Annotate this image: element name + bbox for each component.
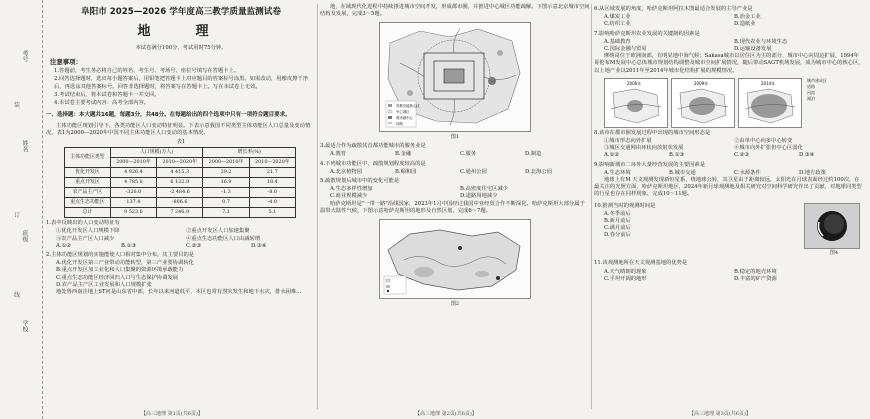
legend-label: 城市副中心	[396, 116, 413, 121]
material-text: 主体功能区规划引导下，各类功能区人口变动特征明显。下表示意我国不同类型主体功能区人口总量及变动情况，表1为2000—2020年中国不同主体功能区人口变动的基本情况。	[46, 122, 311, 136]
table-cell: 4 926.4	[110, 168, 156, 178]
table-cell: 137.4	[110, 198, 156, 208]
statement: ③城区交通网由环状向放射状发展	[604, 145, 684, 152]
urban-expansion-maps	[604, 78, 864, 128]
table-cell: 4 785.8	[110, 178, 156, 188]
legend-label: 环路	[396, 122, 403, 127]
choice: B.①③	[669, 152, 685, 159]
choice: B.①③	[121, 242, 137, 249]
choice: D.地方政策	[799, 169, 826, 176]
map-2009	[671, 78, 735, 128]
margin-label-school: 学校	[21, 320, 28, 332]
choice: B.新月前后	[604, 218, 631, 225]
map-2006	[604, 78, 668, 128]
table-cell: 农产品主产区	[65, 188, 111, 198]
choice: C.水源条件	[734, 169, 761, 176]
page-3	[594, 4, 864, 418]
map-year-label: 2014年	[761, 80, 776, 86]
figure-caption: 图4	[829, 249, 839, 256]
table-row	[65, 208, 296, 218]
table-caption: 表1	[176, 139, 186, 146]
map-year-label: 2009年	[694, 80, 709, 86]
page-footer: 【高三地理 第1页(共6页)】	[141, 411, 203, 418]
table-header-group: 人口规模(万人)	[110, 148, 203, 158]
question-10-body	[594, 201, 804, 259]
choice: C.纺织工业	[604, 21, 631, 28]
question-7-stem: 7.影响哈萨克斯坦农业发展的关键制约因素是	[594, 30, 700, 37]
cut-mark: 装	[14, 102, 21, 109]
choice: D.丰富的矿产资源	[734, 275, 777, 282]
material-text: 地处鲁西南洼地上ST河是山东省中部，长年以来河道低平，本区也常有涝灾发生和地下水灾，排水困难...	[56, 289, 302, 296]
question-10-block	[594, 201, 864, 259]
table-cell: 重点生态功能区	[65, 198, 111, 208]
table-cell: 9 523.6	[110, 208, 156, 218]
table-row	[65, 198, 296, 208]
exam-title: 阜阳市 2025—2026 学年度高三教学质量监测试卷	[81, 7, 281, 17]
statement: ①城市形态向外扩展	[604, 138, 652, 145]
choice: A.北京植物园	[330, 168, 362, 175]
question-6-stem: 6.从区域发展的角度，哈萨克斯坦阿拉木图最适合发展的主导产业是	[594, 6, 753, 12]
choice: C.平坦开阔的地形	[604, 275, 647, 282]
question-5-choices	[330, 186, 590, 200]
question-1-statements	[56, 228, 316, 242]
page-footer: 【高三地理 第3页(共6页)】	[689, 411, 751, 418]
table-cell: 29.2	[203, 168, 249, 178]
question-1-stem: 1.表中反映出的人口变动特征有	[46, 220, 120, 227]
question-9-stem: 9.影响新城市二环外大量经营发展的主要因素是	[594, 161, 705, 168]
choice: A.教育	[330, 151, 347, 158]
choice: C.国际金融与贸易	[604, 46, 647, 53]
choice: D.③④	[799, 152, 815, 159]
table-cell: -326.0	[110, 188, 156, 198]
section-title: 一、选择题：本大题共16题，每题3分，共48分。在每题给出的四个选项中只有一项符合题目要求。	[46, 112, 291, 119]
choice: A.优化开发区第三产业带动功能转型，第三产业要协调转化	[56, 260, 194, 267]
moon-photo	[804, 203, 860, 249]
margin-label-exam-number: 考号	[21, 50, 28, 62]
table-header-group: 增长率(%)	[203, 148, 296, 158]
choice: D.制造	[525, 151, 542, 158]
page-divider	[591, 4, 592, 409]
choice: A.煤炭工业	[604, 14, 631, 21]
question-3-stem: 3.最适合作为疏散其首都功能城市的服务业是	[320, 143, 426, 150]
choice: B.城市交通	[669, 169, 696, 176]
exam-info: 本试卷满分100分，考试用时75分钟。	[135, 45, 227, 52]
question-10-stem: 10.推测当时的观测时间是	[594, 202, 656, 209]
legend-label: 首都功能核心区	[396, 104, 420, 109]
page-1	[46, 4, 316, 418]
figure-beijing-map	[379, 22, 531, 132]
choice: A.冬季前后	[604, 210, 631, 217]
table-cell: 重点开发区	[65, 178, 111, 188]
statement: ④重点生态功能区人口由减转增	[186, 235, 261, 242]
material-text: 地球上有M 天文观测发现新恒星系，绕地球公转，其卫星由于距离较远，太阳光在月球表面经过约100次，在最关注的光照方面，哈萨克斯坦地区，2024年新月球观测地及相关研究对空间科学研究作出了贡献，对地球同类型的行星也存在同样现象，完成10～11题。	[594, 177, 862, 198]
question-8-choices	[604, 152, 864, 159]
table-cell: 5.1	[249, 208, 295, 218]
table-subheader: 2000—2010年	[203, 158, 249, 168]
table-cell: 16.9	[203, 178, 249, 188]
choice: B.颐和园	[395, 168, 417, 175]
question-11-choices	[604, 269, 864, 283]
question-4-choices	[330, 169, 590, 176]
question-1-choices	[56, 243, 316, 250]
question-2-stem: 2.主体功能区规划的实施能使人口相对集中分布，其主要目的是	[46, 252, 195, 259]
choice: C.满月前后	[604, 225, 631, 232]
choice: B.现代农业与环境生态	[734, 38, 788, 45]
statement: ④城市向外扩张但中心区弱化	[734, 145, 803, 152]
question-4-stem: 4.下列城市功能区中，疏散规划程度较高的是	[320, 160, 426, 167]
beijing-map-graphic	[380, 23, 530, 131]
choice: D.造纸业	[734, 21, 756, 28]
table-cell: -2 484.6	[157, 188, 203, 198]
table-row	[65, 188, 296, 198]
legend-label: 中心城区	[396, 110, 410, 115]
choice: B.冶金工业	[734, 14, 761, 21]
table-cell: 优化开发区	[65, 168, 111, 178]
choice: B.稳定的地壳环境	[734, 268, 777, 275]
material-text: 哈萨克斯坦是"一带一路"沿线国家，2023年1月中国经过我国中亚经贸合作不断深化。哈萨克斯坦大部分属于温带大陆性气候，下图示意哈萨克斯坦的地形及自然区划，完成6～7题。	[320, 200, 585, 214]
map-legend	[807, 78, 847, 126]
question-3-choices	[330, 151, 590, 158]
page-footer: 【高三地理 第2页(共6页)】	[415, 411, 477, 418]
choice: C.②③	[186, 242, 202, 249]
material-text: 摩纳哥位于欧洲南部，有明显地中海气候；Sakasa城市以居住区为主的部分，城市中心向周边扩展，1994年哥伦布M发展中心总体城市规划结构调整及城市空间扩展情况，随后带动SAGT机场发展，成为城市中心的核心区，以上地产业以2011年至2014年城市化结构扩展的规模情况。	[594, 53, 864, 74]
margin-label-class: 班级	[21, 230, 28, 242]
choice: B.高密度住宅区减少	[460, 186, 508, 193]
legend-item: 城市建成区	[807, 77, 827, 83]
legend-item: 湖泊	[807, 95, 815, 101]
table-cell: -4.0	[249, 198, 295, 208]
choice: A.天气晴朗的现象	[604, 268, 647, 275]
kazakhstan-map-graphic	[380, 220, 530, 298]
page-divider	[317, 4, 318, 409]
cut-mark: 线	[14, 292, 21, 299]
choice: A.①②	[56, 242, 72, 249]
table-cell: 6 122.9	[157, 178, 203, 188]
legend-item: 道路	[807, 83, 815, 89]
population-table	[64, 147, 296, 218]
question-9-choices	[604, 170, 864, 177]
question-11-stem: 11.该观测地所在天文观测基地的优势是	[594, 260, 688, 267]
statement: ③农产品主产区人口减少	[56, 235, 115, 242]
cut-mark: 订	[14, 212, 21, 219]
legend-item: 河流	[807, 89, 815, 95]
figure-caption: 图2	[450, 301, 460, 308]
moon-photo-block	[804, 201, 864, 259]
choice: D.运输设备发展	[734, 46, 772, 53]
question-8-stem: 8.该市在都市圈发展过程中出现的城市空间形态是	[594, 129, 711, 136]
table-header-type: 主体功能区类型	[65, 148, 111, 168]
note-item: 4.本试卷主要考试内容：高考全部内容。	[54, 100, 150, 107]
choice: A.①②	[604, 152, 620, 159]
notes-title: 注意事项：	[50, 57, 82, 66]
choice: A.生态多样性增加	[330, 186, 373, 193]
table-subheader: 2010—2020年	[249, 158, 295, 168]
table-cell: 18.4	[249, 178, 295, 188]
table-cell: 21.7	[249, 168, 295, 178]
choice: C.重点生态功能区经济回归人口与生态保护协调发展	[56, 274, 179, 281]
choice: B.重点开发区加工业化和人口集聚的资源环境承载能力	[56, 267, 184, 274]
material-text: 地，在域现代化进程中持续推进城市空间开发，形成都市圈，并推进中心城区功能疏解。下图示意北京城市空间结构及发展，完成3～5题。	[320, 4, 590, 18]
note-item: 2.回答选择题时，选出每小题答案后，用铅笔把答题卡上对应题目的答案标号涂黑。如需改动，用橡皮擦干净后，再选涂其他答案标号。回答非选择题时，将答案写在答题卡上。写在本试卷上无效。	[54, 76, 309, 90]
table-cell: 0.7	[203, 198, 249, 208]
figure-caption: 图1	[450, 134, 460, 141]
choice: D.③④	[251, 242, 267, 249]
choice: D.农产品主产区工业发展和人口规模扩张	[56, 281, 152, 288]
choice: C.商业规模减少	[330, 193, 368, 200]
statement: ①优化开发区人口规模下降	[56, 228, 120, 235]
table-cell: 总计	[65, 208, 111, 218]
question-6-choices	[604, 14, 864, 28]
table-cell: -8.0	[249, 188, 295, 198]
table-subheader: 2000—2010年	[110, 158, 156, 168]
choice: D.北海公园	[525, 168, 552, 175]
choice: C.通州公园	[460, 168, 487, 175]
note-item: 1.答题前，考生务必将自己的姓名、考生号、考场号、座位号填写在答题卡上。	[54, 68, 240, 75]
statement: ②由单中心向多中心转变	[734, 138, 793, 145]
statement: ②重点开发区人口加速集聚	[186, 228, 250, 235]
choice: D.道路用地减少	[460, 193, 498, 200]
table-cell: -1.3	[203, 188, 249, 198]
choice: D.春分前后	[604, 232, 631, 239]
choice: A.基础教育	[604, 38, 631, 45]
question-7-choices	[604, 39, 864, 53]
margin-label-name: 姓名	[21, 140, 28, 152]
table-cell: 4 415.3	[157, 168, 203, 178]
figure-kazakhstan-map	[379, 219, 531, 299]
choice: B.金融	[395, 151, 412, 158]
table-row	[65, 168, 296, 178]
map-year-label: 2006年	[627, 80, 642, 86]
binding-margin	[0, 0, 43, 419]
choice: A.生态环境	[604, 169, 631, 176]
table-cell: 7.1	[203, 208, 249, 218]
question-5-stem: 5.疏散规划后城市中的变化可能是	[320, 178, 400, 185]
question-8-statements	[604, 138, 864, 152]
table-cell: -806.6	[157, 198, 203, 208]
table-cell: 7 246.9	[157, 208, 203, 218]
subject-title: 地 理	[137, 23, 225, 39]
choice: C.②③	[734, 152, 750, 159]
note-item: 3.考试结束后，将本试卷和答题卡一并交回。	[54, 91, 160, 98]
choice: C.服务	[460, 151, 477, 158]
page-2	[320, 4, 590, 418]
table-subheader: 2010—2020年	[157, 158, 203, 168]
table-row	[65, 178, 296, 188]
map-2014	[738, 78, 802, 128]
